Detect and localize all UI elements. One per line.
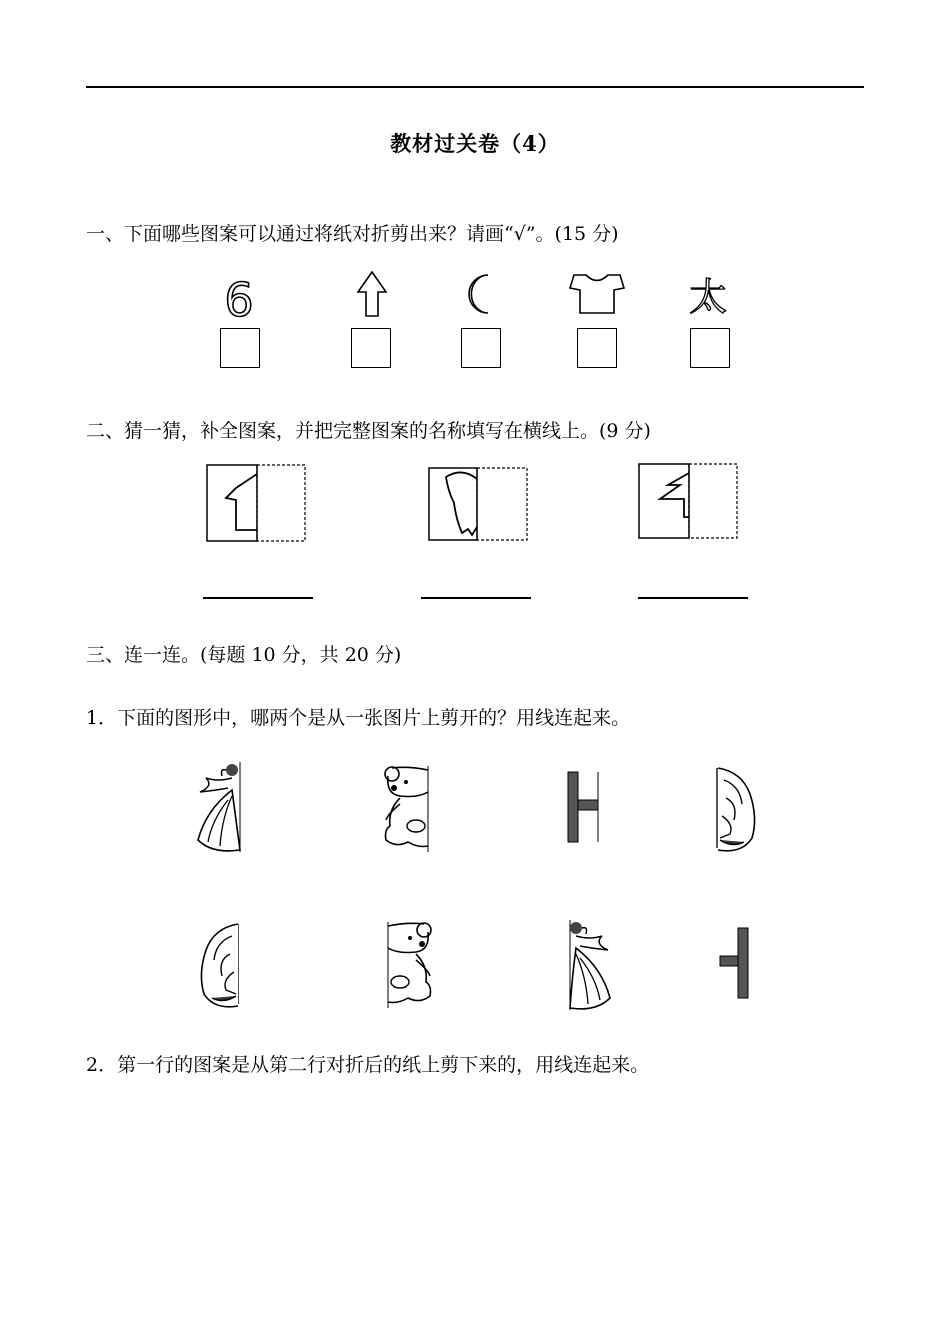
character-tai-outline-icon — [688, 275, 728, 319]
half-teddy-bear-icon — [378, 764, 438, 854]
crescent-moon-outline-icon — [466, 272, 494, 316]
section2-question: 二、猜一猜，补全图案，并把完整图案的名称填写在横线上。(9 分) — [86, 420, 651, 442]
half-dancer-icon — [192, 760, 254, 856]
answer-line-1[interactable] — [203, 597, 313, 599]
digit-six-glyph: 6 — [224, 273, 254, 327]
half-dancer-icon — [556, 918, 618, 1014]
up-arrow-outline-icon — [356, 270, 388, 320]
answer-line-3[interactable] — [638, 597, 748, 599]
half-face-icon — [194, 920, 246, 1012]
half-teddy-bear-icon — [378, 920, 438, 1010]
answer-box-1[interactable] — [220, 328, 260, 368]
answer-box-4[interactable] — [577, 328, 617, 368]
answer-box-3[interactable] — [461, 328, 501, 368]
section3-sub2: 2．第一行的图案是从第二行对折后的纸上剪下来的，用线连起来。 — [86, 1054, 650, 1076]
top-rule — [86, 86, 864, 88]
half-t-shape-icon — [718, 926, 758, 1002]
answer-line-2[interactable] — [421, 597, 531, 599]
answer-box-5[interactable] — [690, 328, 730, 368]
half-t-shape-icon — [566, 770, 606, 846]
section3-question: 三、连一连。(每题 10 分，共 20 分) — [86, 644, 402, 666]
half-leaf-shape-icon — [428, 467, 530, 543]
section1-question: 一、下面哪些图案可以通过将纸对折剪出来？请画“√”。(15 分) — [86, 223, 619, 245]
half-tree-shape-icon — [638, 463, 740, 541]
section3-sub1: 1．下面的图形中，哪两个是从一张图片上剪开的？用线连起来。 — [86, 707, 631, 729]
half-house-shape-icon — [206, 464, 308, 544]
character-tai-glyph: 太 — [688, 275, 728, 319]
page-title: 教材过关卷（4） — [390, 131, 560, 156]
half-face-icon — [712, 764, 764, 856]
answer-box-2[interactable] — [351, 328, 391, 368]
digit-six-outline-icon — [222, 273, 256, 327]
t-shirt-outline-icon — [568, 272, 626, 316]
